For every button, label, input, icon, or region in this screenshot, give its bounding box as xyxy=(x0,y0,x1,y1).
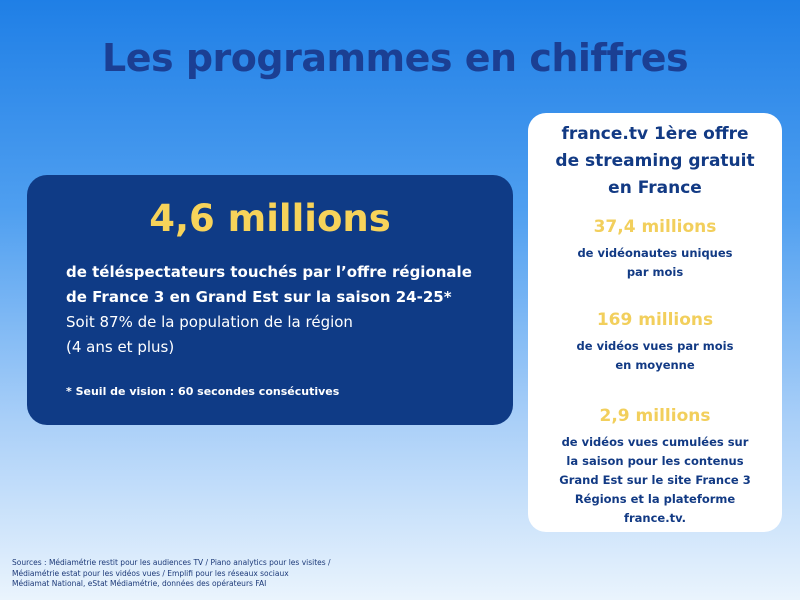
stat-label-line: de vidéos vues cumulées sur xyxy=(561,435,749,449)
main-desc-line-3: Soit 87% de la population de la région xyxy=(66,313,353,331)
sources-line: Médiamat National, eStat Médiamétrie, données des opérateurs FAI xyxy=(12,579,267,588)
sources-line: Médiamétrie estat pour les vidéos vues / Emplifi pour les réseaux sociaux xyxy=(12,568,289,578)
sources-line: Sources : Médiamétrie restit pour les audiences TV / Piano analytics pour les visites / xyxy=(12,558,331,567)
stat-videos-month xyxy=(528,309,782,375)
main-stat-description xyxy=(66,260,506,360)
sources-note xyxy=(12,558,352,590)
stat-label-line: de vidéos vues par mois xyxy=(576,339,734,353)
main-stat-value: 4,6 millions xyxy=(149,197,391,240)
stat-label xyxy=(528,337,782,375)
streaming-card xyxy=(528,113,782,532)
page-title: Les programmes en chiffres xyxy=(102,36,689,80)
stat-value: 37,4 millions xyxy=(593,217,717,237)
stat-label xyxy=(528,433,782,528)
heading-line: de streaming gratuit xyxy=(555,151,755,171)
stat-videos-season xyxy=(528,405,782,528)
stat-visitors xyxy=(528,216,782,282)
heading-line: france.tv 1ère offre xyxy=(561,124,749,144)
main-desc-line-2: de France 3 en Grand Est sur la saison 24-25* xyxy=(66,288,452,306)
stat-value: 169 millions xyxy=(596,310,714,330)
main-desc-line-1: de téléspectateurs touchés par l’offre régionale xyxy=(66,263,472,281)
main-footnote: * Seuil de vision : 60 secondes consécutives xyxy=(66,385,340,398)
stat-label-line: Grand Est sur le site France 3 xyxy=(559,473,751,487)
main-stat-card xyxy=(27,175,513,425)
stat-label xyxy=(528,244,782,282)
stat-label-line: de vidéonautes uniques xyxy=(577,246,733,260)
stat-label-line: par mois xyxy=(626,265,684,279)
stat-value: 2,9 millions xyxy=(599,406,711,426)
stat-label-line: Régions et la plateforme xyxy=(574,492,736,506)
stat-label-line: en moyenne xyxy=(615,358,695,372)
streaming-card-heading xyxy=(528,121,782,202)
heading-line: en France xyxy=(608,178,702,198)
stat-label-line: france.tv. xyxy=(623,511,687,525)
main-desc-line-4: (4 ans et plus) xyxy=(66,338,175,356)
stat-label-line: la saison pour les contenus xyxy=(566,454,744,468)
